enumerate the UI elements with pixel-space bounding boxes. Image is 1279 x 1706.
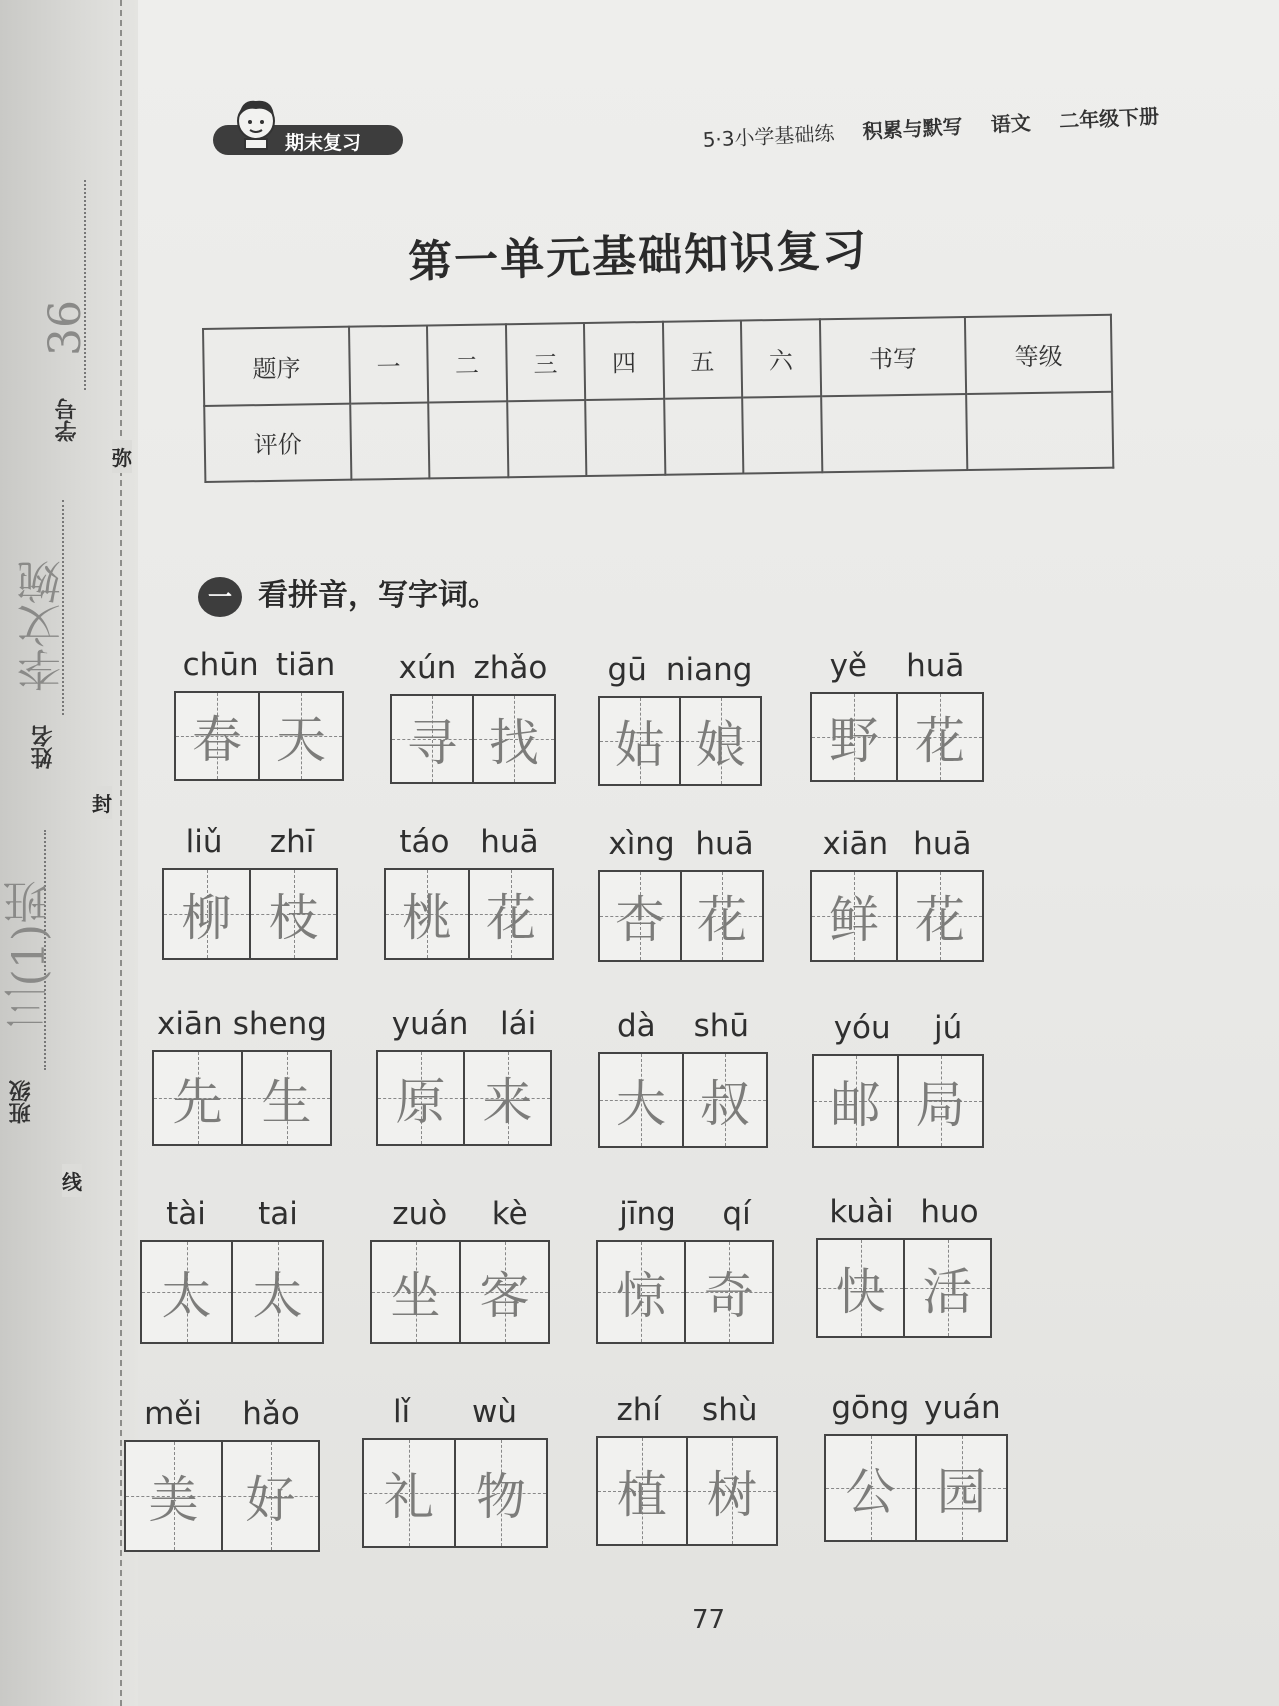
pinyin-line (390, 648, 556, 688)
pinyin-syllable: tiān (275, 647, 336, 683)
pinyin-line (598, 650, 762, 690)
pinyin-line (810, 824, 984, 864)
pinyin-syllable: zhí (616, 1392, 662, 1428)
seal-char-xian: 线 (62, 1164, 82, 1197)
handwritten-char: 生 (261, 1073, 312, 1131)
handwritten-char: 大 (616, 1075, 666, 1133)
eval-cell[interactable] (742, 396, 822, 474)
eval-cell[interactable] (664, 397, 744, 475)
char-cell[interactable] (688, 1438, 776, 1544)
char-cell[interactable] (818, 1240, 905, 1336)
tianzige-box[interactable] (370, 1240, 550, 1344)
word-item (376, 1004, 552, 1146)
handwritten-char: 枝 (268, 889, 319, 947)
char-cell[interactable] (814, 1056, 899, 1146)
handwritten-char: 活 (922, 1263, 973, 1321)
tianzige-box[interactable] (810, 692, 984, 782)
handwritten-char: 柳 (181, 889, 232, 947)
char-cell[interactable] (470, 870, 552, 958)
header-book: 积累与默写 (862, 114, 964, 144)
tianzige-box[interactable] (174, 691, 344, 781)
char-cell[interactable] (905, 1240, 990, 1336)
handwritten-char: 娘 (695, 716, 746, 774)
eval-cell[interactable] (585, 398, 665, 476)
handwritten-char: 太 (252, 1267, 303, 1325)
score-cell: 三 (506, 323, 586, 401)
handwritten-char: 天 (276, 711, 326, 769)
score-cell: 六 (741, 319, 821, 397)
pinyin-syllable: jīng (619, 1196, 676, 1232)
handwritten-char: 花 (915, 712, 965, 770)
pinyin-syllable: shū (693, 1008, 750, 1044)
pinyin-syllable: gōng (831, 1390, 910, 1426)
char-cell[interactable] (392, 696, 474, 782)
banner-text: 期末复习 (285, 132, 362, 154)
tianzige-box[interactable] (124, 1440, 320, 1552)
pinyin-syllable: xiān (822, 826, 889, 862)
pinyin-syllable: měi (144, 1396, 202, 1432)
tianzige-box[interactable] (598, 1052, 768, 1148)
tianzige-box[interactable] (376, 1050, 552, 1146)
handwritten-char: 树 (707, 1466, 757, 1524)
pinyin-syllable: táo (399, 824, 450, 860)
score-cell: 题序 (203, 327, 350, 406)
pinyin-syllable: shù (702, 1392, 758, 1428)
handwritten-char: 植 (617, 1466, 667, 1524)
eval-cell[interactable] (966, 391, 1113, 470)
pinyin-line (596, 1194, 774, 1234)
word-item (362, 1392, 548, 1548)
label-banji: 班级 (9, 1080, 34, 1124)
char-cell[interactable] (826, 1436, 917, 1540)
pinyin-syllable: hǎo (242, 1396, 300, 1432)
tianzige-box[interactable] (152, 1050, 332, 1146)
word-item (162, 822, 338, 960)
tianzige-box[interactable] (362, 1438, 548, 1548)
char-cell[interactable] (154, 1052, 243, 1144)
page-number: 77 (691, 1605, 726, 1635)
word-item (174, 645, 344, 781)
char-cell[interactable] (600, 698, 681, 784)
pinyin-syllable: yóu (833, 1010, 891, 1046)
char-cell[interactable] (684, 1054, 766, 1146)
word-item (598, 1006, 768, 1148)
char-cell[interactable] (176, 693, 260, 779)
pinyin-line (376, 1004, 552, 1044)
pinyin-syllable: huā (695, 826, 754, 862)
char-cell[interactable] (126, 1442, 223, 1550)
handwritten-char: 局 (915, 1076, 966, 1134)
binding-margin (0, 0, 138, 1706)
pinyin-syllable: xiān (157, 1006, 223, 1042)
tianzige-box[interactable] (810, 870, 984, 962)
char-cell[interactable] (898, 694, 982, 780)
pinyin-syllable: huā (480, 824, 539, 860)
score-cell: 四 (584, 322, 664, 400)
char-cell[interactable] (682, 872, 762, 960)
pinyin-syllable: yuán (924, 1390, 1001, 1426)
word-item (824, 1388, 1008, 1542)
handwritten-char: 花 (915, 891, 965, 949)
handwritten-char: 邮 (830, 1076, 881, 1134)
handwritten-xingming: 李文婉 (18, 560, 69, 692)
char-cell[interactable] (681, 698, 760, 784)
tianzige-box[interactable] (384, 868, 554, 960)
char-cell[interactable] (598, 1438, 688, 1544)
char-cell[interactable] (243, 1052, 330, 1144)
char-cell[interactable] (456, 1440, 546, 1546)
pinyin-syllable: sheng (232, 1006, 327, 1042)
pinyin-syllable: huo (920, 1194, 979, 1230)
pinyin-line (162, 822, 338, 862)
pinyin-line (174, 645, 344, 685)
pinyin-syllable: tai (258, 1196, 298, 1232)
char-cell[interactable] (386, 870, 470, 958)
pinyin-line (152, 1004, 332, 1044)
section-number-badge: 一 (198, 577, 242, 617)
score-header-row (203, 315, 1112, 406)
char-cell[interactable] (465, 1052, 550, 1144)
handwritten-char: 太 (161, 1267, 212, 1325)
word-item (596, 1390, 778, 1546)
pinyin-syllable: huā (906, 648, 965, 684)
review-banner (213, 95, 403, 159)
handwritten-char: 花 (486, 889, 536, 947)
word-item (812, 1008, 984, 1148)
pinyin-line (370, 1194, 550, 1234)
handwritten-char: 公 (845, 1463, 896, 1521)
eval-cell[interactable] (507, 399, 587, 477)
label-xuehao: 学号 (55, 398, 80, 442)
tianzige-box[interactable] (140, 1240, 324, 1344)
word-item (816, 1192, 992, 1338)
tianzige-box[interactable] (816, 1238, 992, 1338)
handwritten-char: 杏 (615, 891, 665, 949)
word-item (598, 824, 764, 962)
char-cell[interactable] (474, 696, 554, 782)
handwritten-banji: 三(1)班 (4, 880, 55, 1031)
pinyin-syllable: kè (491, 1196, 528, 1232)
handwritten-char: 找 (489, 714, 539, 772)
header-series: 5·3小学基础练 (702, 121, 836, 152)
char-cell[interactable] (233, 1242, 322, 1342)
word-item (384, 822, 554, 960)
handwritten-char: 奇 (704, 1267, 754, 1325)
char-cell[interactable] (812, 694, 898, 780)
pinyin-syllable: yuán (391, 1006, 469, 1042)
pinyin-syllable: zhī (269, 824, 315, 860)
pinyin-line (824, 1388, 1008, 1428)
handwritten-char: 惊 (616, 1267, 666, 1325)
pinyin-line (598, 1006, 768, 1046)
pinyin-syllable: lái (499, 1006, 537, 1042)
pinyin-syllable: jú (934, 1010, 963, 1046)
tianzige-box[interactable] (596, 1436, 778, 1546)
word-item (810, 646, 984, 782)
tianzige-box[interactable] (596, 1240, 774, 1344)
seal-char-mi: 弥 (112, 440, 132, 473)
word-item (390, 648, 556, 784)
handwritten-char: 鲜 (829, 891, 879, 949)
char-cell[interactable] (378, 1052, 465, 1144)
handwritten-char: 美 (148, 1471, 199, 1529)
char-cell[interactable] (917, 1436, 1006, 1540)
pinyin-syllable: wù (472, 1394, 518, 1430)
word-item (140, 1194, 324, 1344)
seal-char-feng: 封 (92, 786, 112, 819)
char-cell[interactable] (600, 1054, 684, 1146)
pinyin-syllable: xìng (608, 826, 675, 862)
char-cell[interactable] (372, 1242, 461, 1342)
handwritten-char: 好 (245, 1471, 296, 1529)
pinyin-syllable: huā (913, 826, 972, 862)
char-cell[interactable] (364, 1440, 456, 1546)
running-header (680, 100, 1160, 154)
score-cell: 等级 (965, 315, 1112, 394)
score-cell: 五 (663, 321, 743, 399)
worksheet-page (138, 0, 1279, 1706)
score-cell: 二 (427, 324, 507, 402)
char-cell[interactable] (898, 872, 982, 960)
header-subject: 语文 (990, 110, 1032, 137)
handwritten-char: 寻 (407, 714, 457, 772)
char-cell[interactable] (142, 1242, 233, 1342)
pinyin-line (140, 1194, 324, 1234)
section-heading (198, 570, 498, 617)
char-cell[interactable] (251, 870, 336, 958)
pinyin-syllable: tài (166, 1196, 206, 1232)
fill-line-xuehao (84, 180, 86, 390)
char-cell[interactable] (164, 870, 251, 958)
pinyin-syllable: xún (398, 650, 457, 686)
header-grade: 二年级下册 (1058, 104, 1160, 134)
handwritten-char: 叔 (700, 1075, 750, 1133)
section-title: 看拼音，写字词。 (258, 578, 498, 613)
page-title: 第一单元基础知识复习 (407, 224, 869, 289)
tianzige-box[interactable] (824, 1434, 1008, 1542)
handwritten-char: 先 (172, 1073, 223, 1131)
char-cell[interactable] (600, 872, 682, 960)
pinyin-syllable: qí (722, 1196, 751, 1232)
pinyin-syllable: gū (607, 652, 647, 688)
tianzige-box[interactable] (812, 1054, 984, 1148)
eval-cell[interactable] (350, 402, 430, 480)
word-item (810, 824, 984, 962)
score-cell: 一 (349, 325, 429, 403)
pinyin-line (384, 822, 554, 862)
handwritten-char: 野 (829, 712, 879, 770)
eval-label: 评价 (204, 403, 351, 482)
student-mascot-icon (231, 95, 281, 151)
word-item (596, 1194, 774, 1344)
pinyin-syllable: zhǎo (473, 650, 548, 686)
pinyin-syllable: chūn (182, 647, 259, 683)
char-cell[interactable] (260, 693, 342, 779)
word-item (370, 1194, 550, 1344)
handwritten-char: 原 (395, 1073, 446, 1131)
eval-cell[interactable] (428, 401, 508, 479)
handwritten-char: 来 (482, 1073, 533, 1131)
char-cell[interactable] (598, 1242, 686, 1342)
tianzige-box[interactable] (598, 870, 764, 962)
pinyin-syllable: niang (665, 652, 753, 688)
char-cell[interactable] (686, 1242, 772, 1342)
pinyin-line (816, 1192, 992, 1232)
score-cell: 书写 (819, 317, 966, 396)
char-cell[interactable] (223, 1442, 318, 1550)
handwritten-char: 桃 (402, 889, 452, 947)
tianzige-box[interactable] (598, 696, 762, 786)
pinyin-line (596, 1390, 778, 1430)
handwritten-char: 客 (479, 1267, 530, 1325)
handwritten-char: 快 (835, 1263, 886, 1321)
tianzige-box[interactable] (390, 694, 556, 784)
pinyin-line (124, 1394, 320, 1434)
handwritten-xuehao: 36 (40, 300, 91, 356)
pinyin-line (810, 646, 984, 686)
handwritten-char: 园 (936, 1463, 987, 1521)
handwritten-char: 花 (697, 891, 747, 949)
handwritten-char: 礼 (384, 1468, 434, 1526)
label-xingming: 姓名 (31, 725, 56, 769)
char-cell[interactable] (461, 1242, 548, 1342)
handwritten-char: 春 (192, 711, 242, 769)
score-eval-row (204, 391, 1113, 482)
handwritten-char: 姑 (614, 716, 665, 774)
char-cell[interactable] (812, 872, 898, 960)
word-item (124, 1394, 320, 1552)
handwritten-char: 坐 (390, 1267, 441, 1325)
pinyin-line (362, 1392, 548, 1432)
pinyin-syllable: dà (616, 1008, 656, 1044)
pinyin-syllable: zuò (392, 1196, 448, 1232)
pinyin-line (598, 824, 764, 864)
handwritten-char: 物 (476, 1468, 526, 1526)
pinyin-line (812, 1008, 984, 1048)
tianzige-box[interactable] (162, 868, 338, 960)
score-table (202, 314, 1114, 483)
pinyin-syllable: lǐ (392, 1394, 411, 1430)
pinyin-syllable: liǔ (185, 824, 223, 860)
eval-cell[interactable] (821, 394, 968, 473)
word-item (598, 650, 762, 786)
pinyin-syllable: yě (829, 648, 867, 684)
word-item (152, 1004, 332, 1146)
char-cell[interactable] (899, 1056, 982, 1146)
cut-line (120, 0, 122, 1706)
pinyin-syllable: kuài (829, 1194, 894, 1230)
